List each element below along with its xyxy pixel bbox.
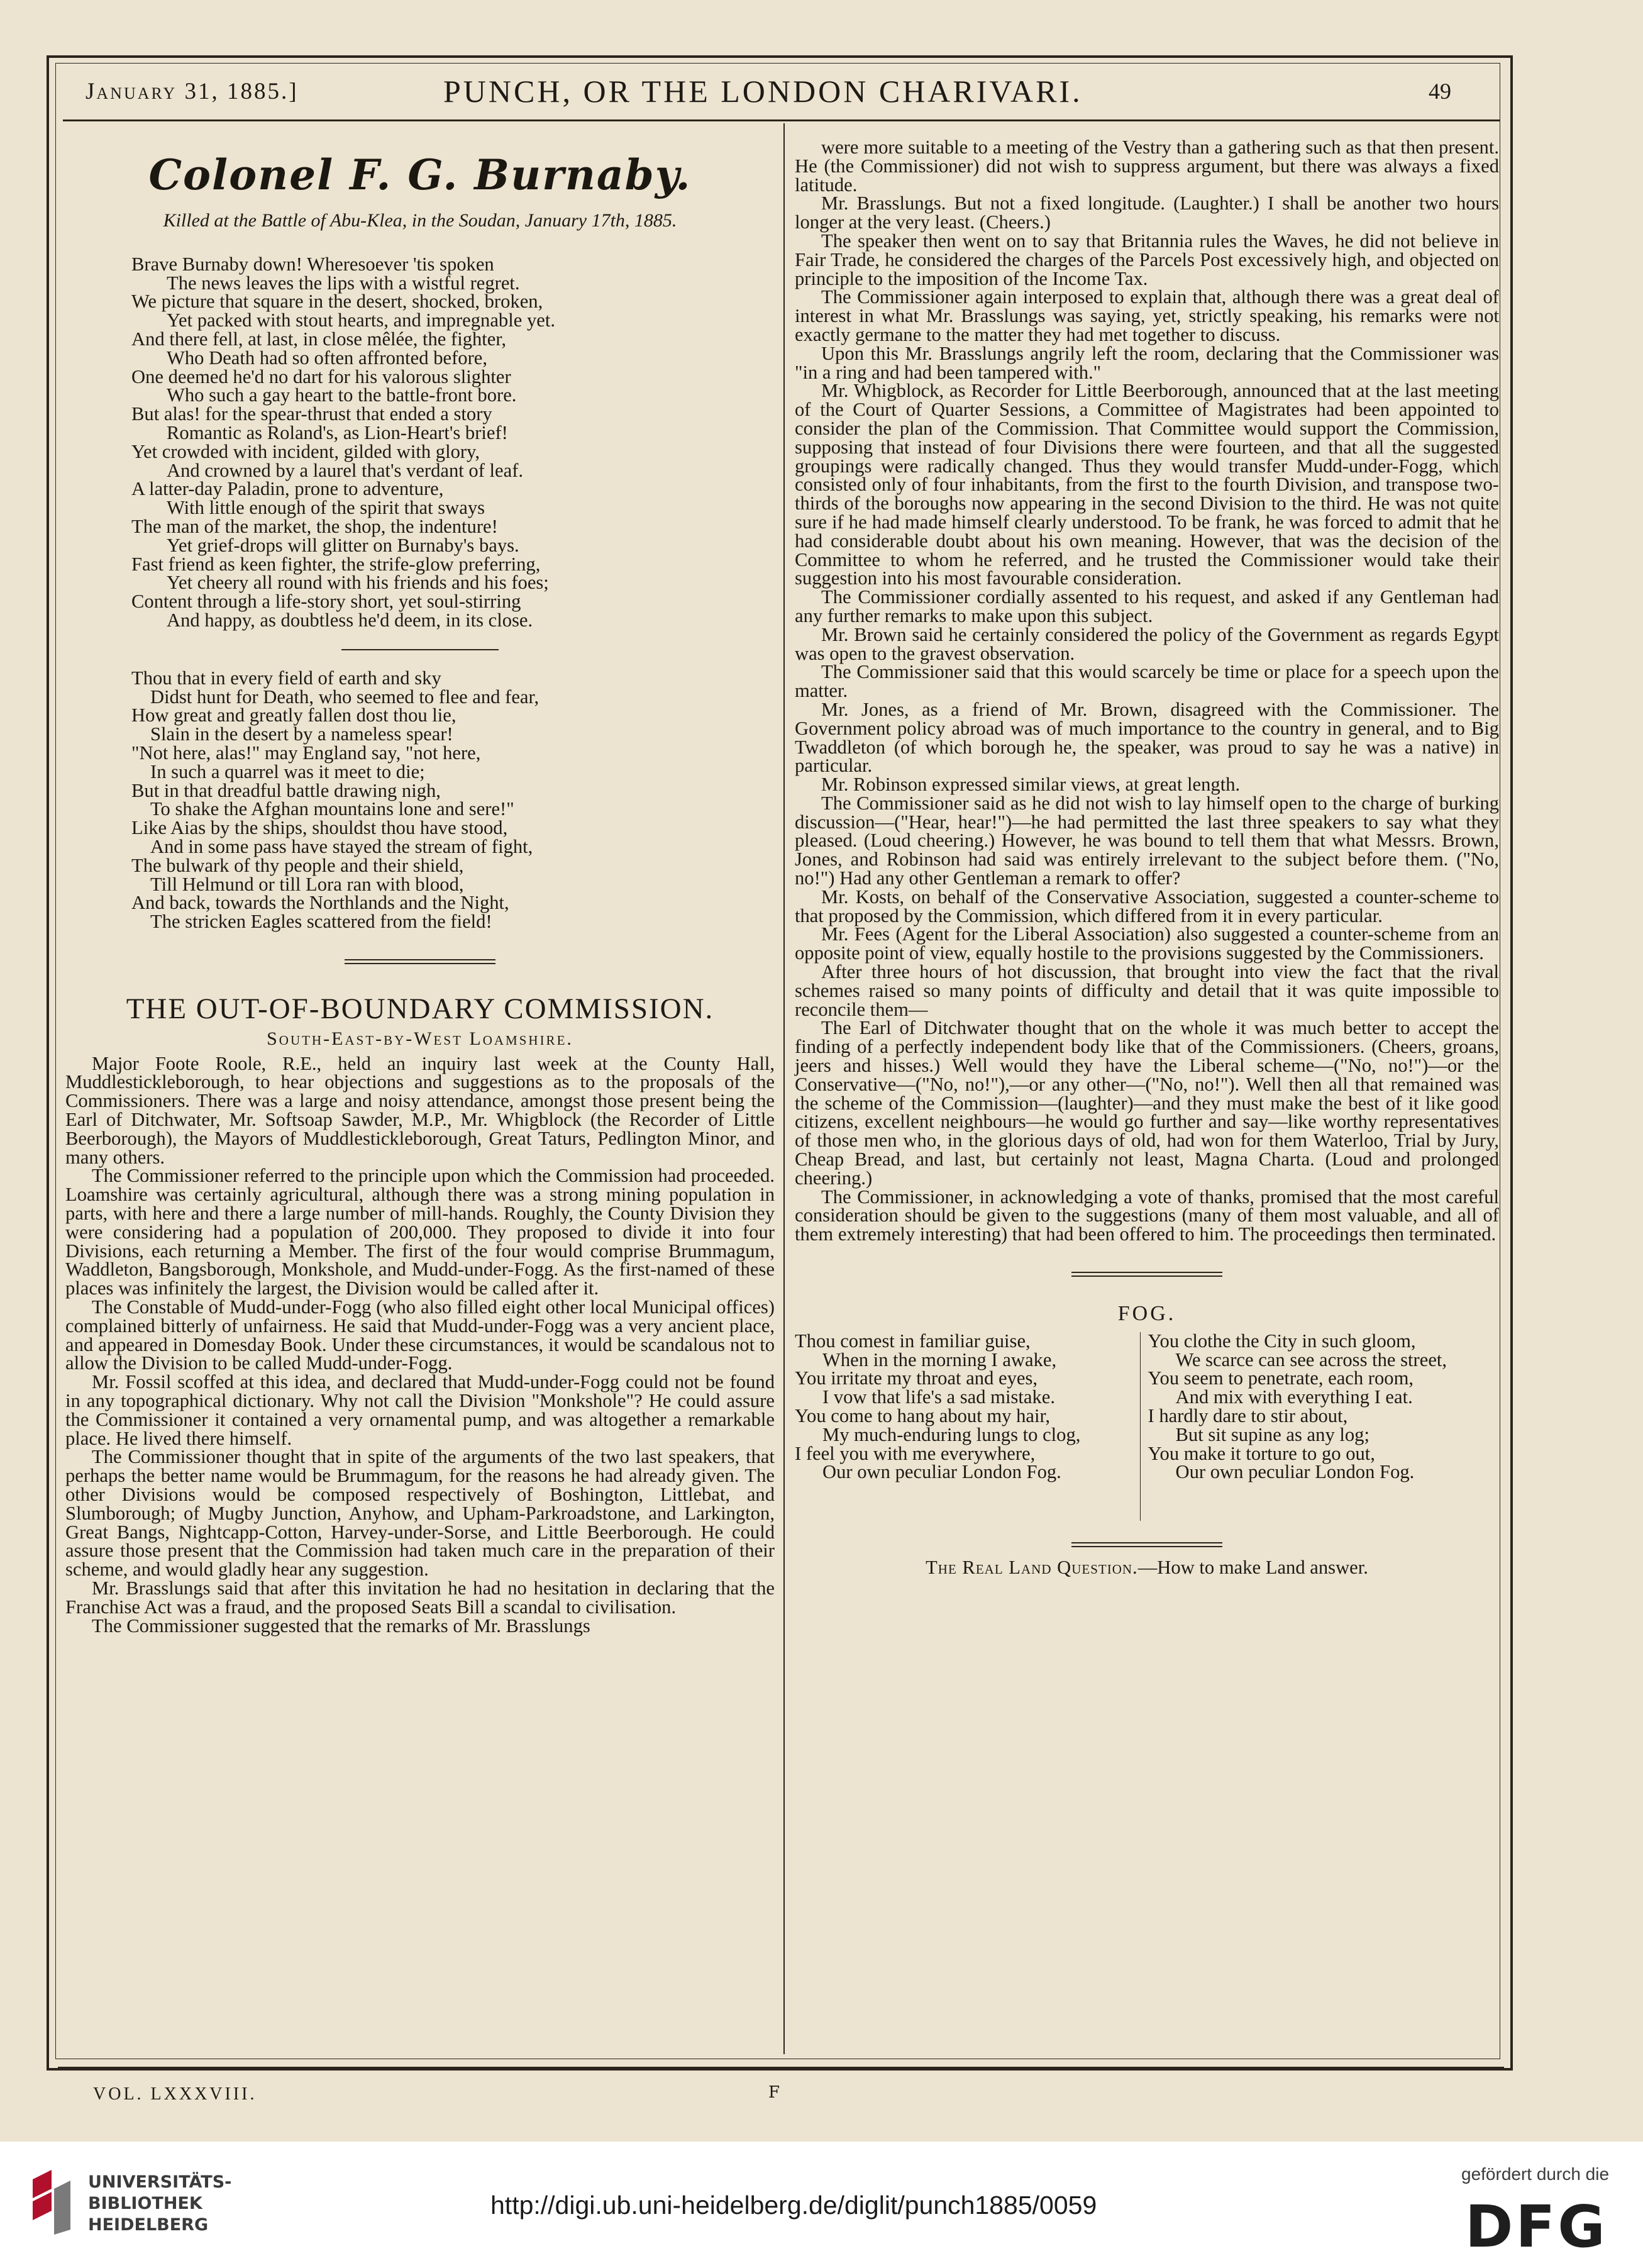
article-paragraph: Mr. Brasslungs. But not a fixed longitude. (Laughter.) I shall be another two hours longer at the very least. (Cheers.)	[795, 192, 1499, 233]
stanza-divider	[341, 649, 499, 650]
article-paragraph: The Commissioner said as he did not wish to lay himself open to the charge of burking discussion—("Hear, hear!")—he had permitted the last three speakers to say what they pleased. (Loud cheering.) However, he was bound to tell them that what Messrs. Brown, Jones, and Robinson had said was entirely irrelevant to the subject before them. ("No, no!") Had any other Gentleman a remark to offer?	[795, 792, 1499, 889]
closing-quip-text: —How to make Land answer.	[1137, 1556, 1368, 1578]
verse-line: Who Death had so often affronted before,	[167, 347, 487, 369]
article-paragraph: were more suitable to a meeting of the Vestry than a gathering such as that then present. He (the Commissioner) did not wish to suppress argument, but there was always a fixed latitude.	[795, 136, 1499, 196]
article-paragraph: Mr. Kosts, on behalf of the Conservative Association, suggested a counter-scheme to that proposed by the Commission, which differed from it in every particular.	[795, 886, 1499, 926]
verse-line: How great and greatly fallen dost thou lie,	[131, 704, 456, 726]
footer-rule	[58, 2067, 1504, 2069]
verse-line: The news leaves the lips with a wistful regret.	[167, 272, 520, 294]
closing-quip-label: The Real Land Question.	[926, 1556, 1138, 1578]
verse-line: "Not here, alas!" may England say, "not here,	[131, 742, 481, 764]
verse-line: Like Aias by the ships, shouldst thou have stood,	[131, 817, 508, 839]
verse-line: You come to hang about my hair,	[795, 1405, 1051, 1426]
article-paragraph: Mr. Fossil scoffed at this idea, and declared that Mudd-under-Fogg could not be found in any topographical dictionary. Why not call the Division "Monkshole"? He could assure the Commissioner it contained a very ornamental pump, and was altogether a remarkable place. He lived there himself.	[65, 1371, 775, 1449]
verse-line: And mix with everything I eat.	[1175, 1386, 1413, 1408]
article-paragraph: Mr. Fees (Agent for the Liberal Association) also suggested a counter-scheme from an opposite point of view, equally hostile to the provisions suggested by the Commissioners.	[795, 923, 1499, 964]
verse-line: Fast friend as keen fighter, the strife-glow preferring,	[131, 553, 541, 575]
verse-line: And in some pass have stayed the stream of fight,	[150, 835, 533, 857]
poem-subtitle: Killed at the Battle of Abu-Klea, in the Soudan, January 17th, 1885.	[163, 210, 677, 231]
fog-poem	[795, 1332, 1493, 1521]
header-rule	[63, 120, 1500, 121]
article-paragraph: The Commissioner, in acknowledging a vote of thanks, promised that the most careful consideration should be given to the suggestions (many of them most valuable, and all of them extremely interesting) that had been offered to him. The proceedings then terminated.	[795, 1186, 1499, 1245]
section-divider	[1071, 1272, 1222, 1277]
fog-poem-left	[795, 1332, 1140, 1521]
article-paragraph: The speaker then went on to say that Britannia rules the Waves, he did not believe in Fair Trade, he considered the charges of the Parcels Post excessively high, and objected on principle to the imposition of the Income Tax.	[795, 230, 1499, 289]
left-column	[65, 138, 775, 1635]
verse-line: You make it torture to go out,	[1148, 1442, 1375, 1464]
verse-line: Thou comest in familiar guise,	[795, 1330, 1031, 1352]
verse-line: To shake the Afghan mountains lone and sere!"	[150, 798, 514, 820]
verse-line: And back, towards the Northlands and the Night,	[131, 892, 509, 914]
article-paragraph: The Constable of Mudd-under-Fogg (who also filled eight other local Municipal offices) complained bitterly of unfairness. He said that Mudd-under-Fogg was a very ancient place, and appeared in Domesday Book. Under these circumstances, it would be scandalous not to allow the Division to be called Mudd-under-Fogg.	[65, 1296, 775, 1374]
poem-stanza-1	[131, 255, 775, 630]
volume-label: VOL. LXXXVIII.	[93, 2084, 257, 2104]
university-library-line: UNIVERSITÄTS-	[88, 2172, 232, 2192]
article-paragraph: The Earl of Ditchwater thought that on the whole it was much better to accept the finding of a perfectly independent body like that of the Commissioners. (Cheers, groans, jeers and hisses.) Well would they have the Liberal scheme—("No, no!")—or the Conservative—("No, no!"),—or any other—("No, no!"). Well then all that remained was the scheme of the Commission—(laughter)—and they must make the best of it like good citizens, excellent neighbours—he would go further and say—like worthy representatives of those men who, in the glorious days of old, had won for them Waterloo, Trial by Jury, Cheap Bread, and last, but certainly not least, Magna Charta. (Loud and prolonged cheering.)	[795, 1017, 1499, 1189]
article-paragraph: Upon this Mr. Brasslungs angrily left the room, declaring that the Commissioner was "in a ring and had been tampered with."	[795, 342, 1499, 383]
masthead-title: PUNCH, OR THE LONDON CHARIVARI.	[443, 74, 1083, 109]
verse-line: I vow that life's a sad mistake.	[822, 1386, 1055, 1408]
verse-line: I feel you with me everywhere,	[795, 1442, 1036, 1464]
verse-line: Our own peculiar London Fog.	[822, 1461, 1061, 1483]
fog-poem-title: FOG.	[1117, 1302, 1176, 1326]
article-paragraph: Major Foote Roole, R.E., held an inquiry last week at the County Hall, Muddlestickleborough, to hear objections and suggestions as to the proposals of the Commissioners. There was a large and noisy attendance, amongst those present being the Earl of Ditchwater, Mr. Softsoap Sawder, M.P., Mr. Whigblock (the Recorder of Little Beerborough), the Mayors of Muddlestickleborough, Great Taturs, Pedlington Minor, and many others.	[65, 1052, 775, 1168]
article-paragraph: Mr. Jones, as a friend of Mr. Brown, disagreed with the Commissioner. The Government policy abroad was of much importance to the country in general, and to Big Twaddleton (of which borough he, the speaker, was proud to say he was a native) in particular.	[795, 698, 1499, 777]
verse-line: And crowned by a laurel that's verdant of leaf.	[167, 459, 524, 481]
verse-line: Slain in the desert by a nameless spear!	[150, 723, 453, 745]
verse-line: And happy, as doubtless he'd deem, in its close.	[167, 609, 533, 631]
page-number: 49	[1429, 79, 1451, 104]
verse-line: With little enough of the spirit that sways	[167, 497, 485, 519]
university-library-line: BIBLIOTHEK	[88, 2194, 202, 2213]
verse-line: But alas! for the spear-thrust that ended a story	[131, 403, 492, 425]
verse-line: The man of the market, the shop, the indenture!	[131, 515, 498, 537]
verse-line: Who such a gay heart to the battle-front bore.	[167, 384, 517, 406]
article-paragraph: The Commissioner thought that in spite of the arguments of the two last speakers, that perhaps the better name would be Brummagum, for the reasons he had already given. The other Divisions would be composed respectively of Boshington, Littlebat, and Slumborough; of Mugby Junction, Anyhow, and Upham-Parkroadstone, and Larkington, Great Bangs, Nightcapp-Cotton, Harvey-under-Sorse, and Little Beerborough. He could assure those present that the Commission had taken much care in the preparation of their scheme, and would gladly hear any suggestion.	[65, 1446, 775, 1581]
section-divider	[345, 959, 495, 964]
poem-title: Colonel F. G. Burnaby.	[148, 150, 692, 199]
verse-line: Yet packed with stout hearts, and impregnable yet.	[167, 309, 555, 331]
article-paragraph: Mr. Brown said he certainly considered the policy of the Government as regards Egypt was open to the gravest observation.	[795, 623, 1499, 664]
verse-line: We scarce can see across the street,	[1175, 1348, 1447, 1370]
verse-line: Romantic as Roland's, as Lion-Heart's brief!	[167, 421, 508, 443]
verse-line: We picture that square in the desert, shocked, broken,	[131, 291, 543, 313]
university-library-name	[88, 2172, 231, 2236]
verse-line: The bulwark of thy people and their shield,	[131, 854, 464, 876]
verse-line: I hardly dare to stir about,	[1148, 1405, 1348, 1426]
library-footer-bar	[0, 2142, 1643, 2268]
poem-stanza-2	[131, 669, 775, 931]
verse-line: But sit supine as any log;	[1175, 1423, 1369, 1445]
verse-line: Didst hunt for Death, who seemed to flee and fear,	[150, 686, 539, 708]
fog-poem-divider	[1140, 1332, 1141, 1521]
dfg-logo: DFG	[1465, 2193, 1608, 2260]
article-right-text	[795, 138, 1499, 1244]
article-subtitle: South-East-by-West Loamshire.	[267, 1028, 573, 1049]
verse-line: One deemed he'd no dart for his valorous slighter	[131, 365, 511, 387]
verse-line: You irritate my throat and eyes,	[795, 1367, 1038, 1389]
article-paragraph: After three hours of hot discussion, that brought into view the fact that the rival schemes raised so many points of difficulty and detail that it was quite impossible to reconcile them—	[795, 961, 1499, 1020]
verse-line: Brave Burnaby down! Wheresoever 'tis spoken	[131, 253, 494, 275]
verse-line: Our own peculiar London Fog.	[1175, 1461, 1415, 1483]
verse-line: A latter-day Paladin, prone to adventure,	[131, 478, 444, 500]
verse-line: Thou that in every field of earth and sky	[131, 667, 441, 689]
verse-line: Content through a life-story short, yet soul-stirring	[131, 591, 521, 613]
article-paragraph: The Commissioner again interposed to explain that, although there was a great deal of interest in what Mr. Brasslungs was saying, yet, strictly speaking, his remarks were not exactly germane to the matter they had met together to discuss.	[795, 286, 1499, 345]
permalink-url[interactable]: http://digi.ub.uni-heidelberg.de/diglit/punch1885/0059	[490, 2191, 1097, 2220]
fog-poem-right	[1148, 1332, 1493, 1521]
verse-line: Yet cheery all round with his friends and his foes;	[167, 572, 549, 594]
verse-line: You seem to penetrate, each room,	[1148, 1367, 1414, 1389]
right-column	[795, 138, 1499, 1577]
verse-line: In such a quarrel was it meet to die;	[150, 760, 425, 782]
signature-mark: F	[768, 2083, 780, 2102]
article-paragraph: The Commissioner referred to the principle upon which the Commission had proceeded. Loamshire was certainly agricultural, although there was a strong mining population in parts, with here and there a large number of mill-hands. Roughly, the County Division they were considering had a population of 200,000. They proposed to divide it into four Divisions, each returning a Member. The first of the four would comprise Brummagum, Waddleton, Bangsborough, Monkshole, and Mudd-under-Fogg. As the first-named of these places was infinitely the largest, the Division would be called after it.	[65, 1165, 775, 1299]
verse-line: Yet grief-drops will glitter on Burnaby's bays.	[167, 534, 519, 556]
article-paragraph: The Commissioner suggested that the remarks of Mr. Brasslungs	[92, 1615, 590, 1637]
university-library-logo-icon	[26, 2167, 77, 2236]
section-divider	[1071, 1542, 1222, 1547]
closing-quip	[795, 1556, 1499, 1578]
verse-line: When in the morning I awake,	[822, 1348, 1057, 1370]
verse-line: My much-enduring lungs to clog,	[822, 1423, 1081, 1445]
verse-line: And there fell, at last, in close mêlée, the fighter,	[131, 328, 506, 350]
article-paragraph: The Commissioner said that this would scarcely be time or place for a speech upon the matter.	[795, 661, 1499, 702]
article-title: THE OUT-OF-BOUNDARY COMMISSION.	[126, 992, 714, 1025]
article-paragraph: Mr. Brasslungs said that after this invitation he had no hesitation in declaring that the Franchise Act was a fraud, and the proposed Seats Bill a scandal to civilisation.	[65, 1577, 775, 1618]
article-paragraph: Mr. Robinson expressed similar views, at great length.	[821, 774, 1241, 796]
verse-line: You clothe the City in such gloom,	[1148, 1330, 1416, 1352]
verse-line: Till Helmund or till Lora ran with blood,	[150, 873, 464, 895]
sponsor-caption: gefördert durch die	[1461, 2164, 1610, 2184]
verse-line: The stricken Eagles scattered from the field!	[150, 911, 492, 933]
university-library-line: HEIDELBERG	[88, 2215, 209, 2235]
issue-date: January 31, 1885.]	[86, 79, 299, 104]
article-left-text	[65, 1052, 775, 1637]
column-divider	[783, 123, 785, 2054]
verse-line: But in that dreadful battle drawing nigh,	[131, 779, 441, 801]
article-paragraph: The Commissioner cordially assented to his request, and asked if any Gentleman had any further remarks to make upon this subject.	[795, 586, 1499, 626]
verse-line: Yet crowded with incident, gilded with glory,	[131, 440, 480, 462]
article-paragraph: Mr. Whigblock, as Recorder for Little Beerborough, announced that at the last meeting of the Court of Quarter Sessions, a Committee of Magistrates had been appointed to consider the plan of the Commission. That Committee would support the Commission, supposing that instead of four Divisions there were fourteen, and that all the suggested groupings were radically changed. Thus they would transfer Mudd-under-Fogg, which consisted only of four inhabitants, from the first to the fourth Division, and transpose two-thirds of the boroughs now appearing in the second Division to the third. He was not quite sure if he had made himself clearly understood. To be frank, he was forced to admit that he had considerable doubt about his own meaning. However, that was the decision of the Committee to whom he referred, and he trusted the Commissioner would take their suggestion into his most favourable consideration.	[795, 380, 1499, 589]
